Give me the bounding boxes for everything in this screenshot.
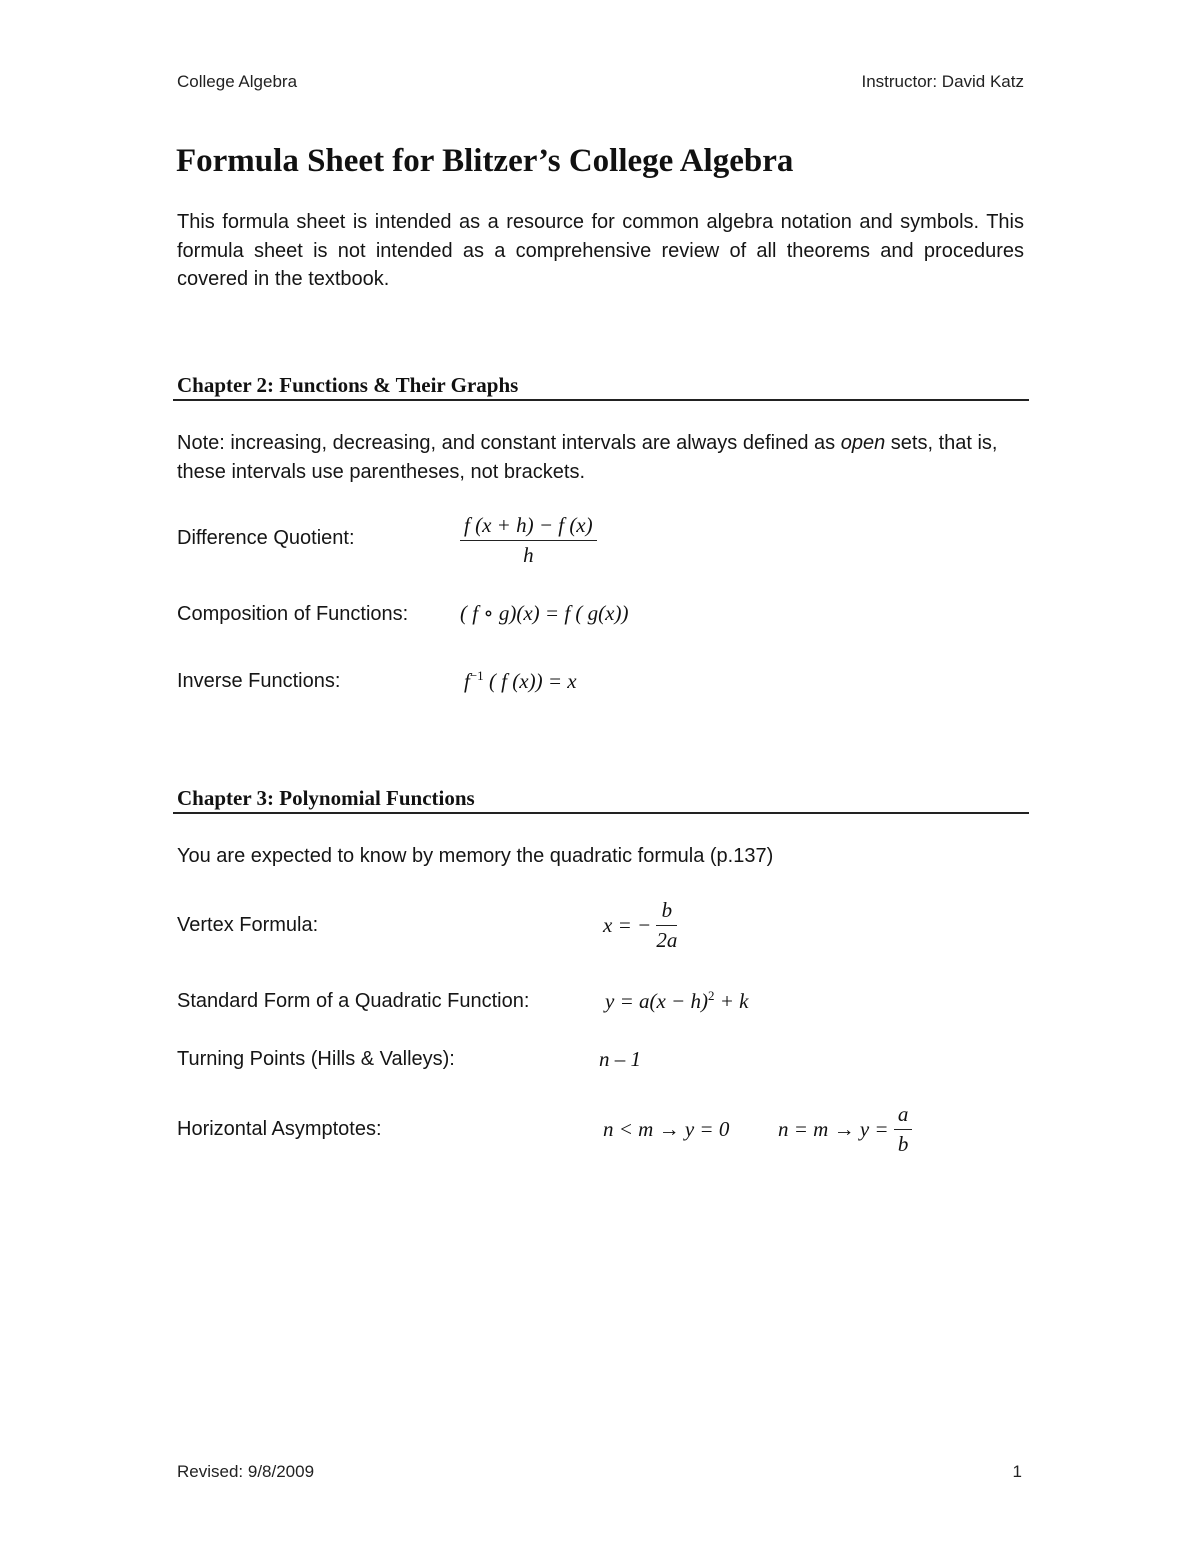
footer-page-number: 1 xyxy=(1012,1462,1022,1481)
horizontal-asymptotes-case-2-fraction xyxy=(894,1102,913,1157)
horizontal-asymptotes-case-2 xyxy=(778,1102,912,1157)
horizontal-asymptotes-label: Horizontal Asymptotes: xyxy=(177,1118,382,1140)
turning-points-label: Turning Points (Hills & Valleys): xyxy=(177,1048,455,1070)
standard-form-exponent: 2 xyxy=(707,988,715,1003)
difference-quotient-fraction xyxy=(460,513,597,568)
inverse-label: Inverse Functions: xyxy=(177,670,341,692)
inverse-formula-base: f xyxy=(464,669,470,693)
chapter-2-note-after: sets, that is, these intervals use parentheses, not brackets. xyxy=(177,432,998,483)
chapter-2-note-emphasis: open xyxy=(840,432,886,454)
inverse-formula xyxy=(464,668,577,694)
vertex-formula-fraction xyxy=(656,898,677,953)
horizontal-asymptotes-case-1-text: n < m → y = 0 xyxy=(603,1117,730,1141)
vertex-formula-label: Vertex Formula: xyxy=(177,914,319,936)
difference-quotient-denominator: h xyxy=(523,543,534,567)
composition-formula-text: ( f ∘ g)(x) = f ( g(x)) xyxy=(460,601,629,625)
horizontal-asymptotes-case-1 xyxy=(603,1117,729,1142)
intro-paragraph: This formula sheet is intended as a resource for common algebra notation and symbols. This formula sheet is not intended as a comprehensive review of all theorems and procedures covered in the textbook. xyxy=(177,211,1024,290)
composition-label: Composition of Functions: xyxy=(177,603,409,625)
standard-form-main: y = a(x − h) xyxy=(605,989,708,1013)
inverse-formula-exponent: −1 xyxy=(469,668,484,683)
chapter-2-heading: Chapter 2: Functions & Their Graphs xyxy=(177,373,519,397)
chapter-2-divider xyxy=(173,399,1029,401)
chapter-2-note-before: Note: increasing, decreasing, and constant intervals are always defined as xyxy=(177,432,841,454)
running-header-course: College Algebra xyxy=(177,72,298,91)
standard-form-formula xyxy=(605,988,748,1014)
page-title: Formula Sheet for Blitzer’s College Algebra xyxy=(176,143,794,179)
horizontal-asymptotes-case-2-denominator: b xyxy=(897,1132,909,1156)
turning-points-formula-text: n – 1 xyxy=(599,1047,641,1071)
difference-quotient-numerator: f (x + h) − f (x) xyxy=(460,513,597,541)
standard-form-tail: + k xyxy=(714,989,749,1013)
chapter-3-heading: Chapter 3: Polynomial Functions xyxy=(177,786,475,810)
chapter-3-divider xyxy=(173,812,1029,814)
chapter-2-note xyxy=(177,429,1024,486)
inverse-formula-rest: ( f (x)) = x xyxy=(483,669,577,693)
chapter-3-note: You are expected to know by memory the quadratic formula (p.137) xyxy=(177,845,774,867)
vertex-formula-lhs: x = − xyxy=(603,913,652,937)
turning-points-formula xyxy=(599,1047,641,1072)
vertex-formula xyxy=(603,898,677,953)
running-header-instructor: Instructor: David Katz xyxy=(861,72,1024,91)
difference-quotient-formula xyxy=(460,513,597,568)
horizontal-asymptotes-case-2-lhs: n = m → y = xyxy=(778,1117,889,1141)
standard-form-label: Standard Form of a Quadratic Function: xyxy=(177,990,530,1012)
vertex-formula-numerator: b xyxy=(656,898,677,926)
vertex-formula-denominator: 2a xyxy=(656,928,678,952)
composition-formula xyxy=(460,601,628,626)
horizontal-asymptotes-case-2-numerator: a xyxy=(894,1102,913,1130)
footer-revised-date: Revised: 9/8/2009 xyxy=(177,1462,315,1481)
difference-quotient-label: Difference Quotient: xyxy=(177,527,355,549)
